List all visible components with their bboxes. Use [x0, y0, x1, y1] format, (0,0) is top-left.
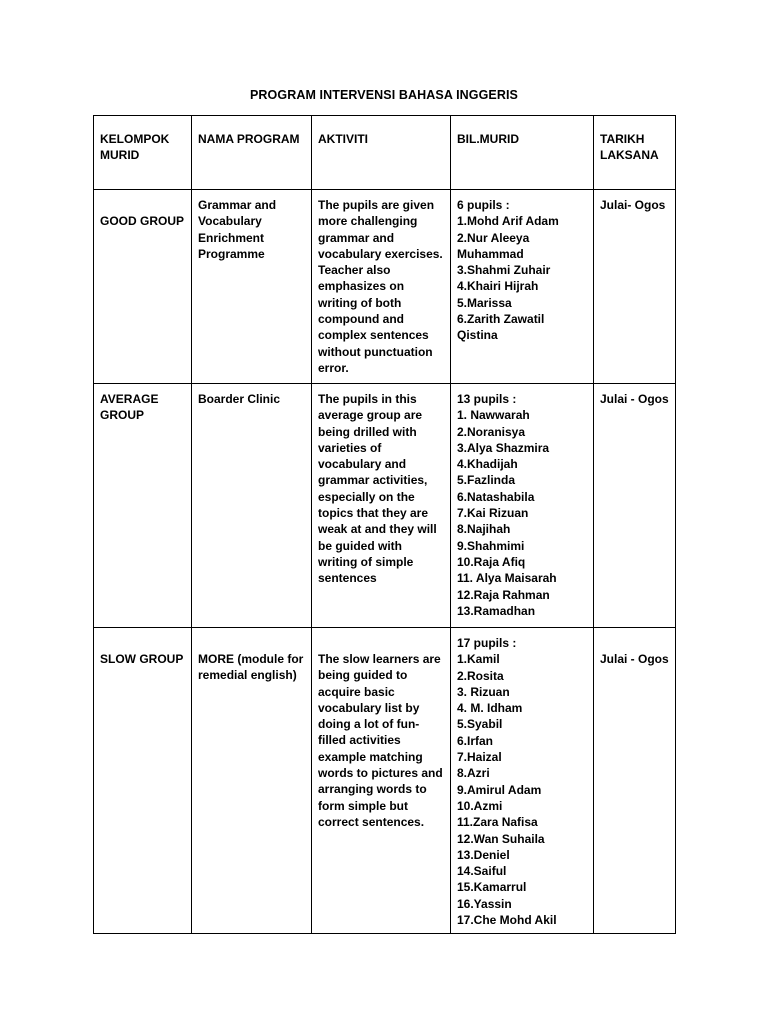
- header-pupils: BIL.MURID: [451, 116, 594, 190]
- list-item: 4.Khadijah: [457, 457, 518, 472]
- list-item: 10.Azmi: [457, 798, 503, 813]
- header-date: TARIKH LAKSANA: [594, 116, 676, 190]
- header-activity: AKTIVITI: [312, 116, 451, 190]
- list-item: 15.Kamarrul: [457, 880, 527, 895]
- date-cell: [594, 628, 676, 934]
- header-program: NAMA PROGRAM: [192, 116, 312, 190]
- group-label: GOOD GROUP: [100, 214, 185, 228]
- group-cell: [94, 190, 192, 384]
- date-cell: Julai - Ogos: [594, 384, 676, 628]
- pupil-count: 17 pupils :: [457, 636, 517, 650]
- list-item: 3.Shahmi Zuhair: [457, 263, 551, 278]
- list-item: 11. Alya Maisarah: [457, 571, 557, 586]
- list-item: 4.Khairi Hijrah: [457, 279, 539, 294]
- list-item: 2.Noranisya: [457, 424, 526, 439]
- page-title: PROGRAM INTERVENSI BAHASA INGGERIS: [249, 88, 518, 102]
- group-cell: [94, 628, 192, 934]
- list-item: 16.Yassin: [457, 896, 512, 911]
- list-item: 7.Kai Rizuan: [457, 506, 529, 521]
- table-header-row: [94, 116, 676, 190]
- header-group: KELOMPOK MURID: [94, 116, 192, 190]
- intervention-table: [93, 115, 676, 934]
- list-item: 14.Saiful: [457, 864, 507, 879]
- pupils-cell: [451, 190, 594, 384]
- list-item: 2.Rosita: [457, 668, 504, 683]
- activity-cell: [312, 628, 451, 934]
- list-item: 5.Fazlinda: [457, 473, 516, 488]
- pupil-list: [457, 651, 587, 928]
- list-item: 13.Ramadhan: [457, 603, 536, 618]
- group-label: SLOW GROUP: [100, 652, 184, 666]
- list-item: 12.Wan Suhaila: [457, 831, 545, 846]
- list-item: 11.Zara Nafisa: [457, 815, 538, 830]
- list-item: 1.Kamil: [457, 652, 500, 667]
- date-cell: Julai- Ogos: [594, 190, 676, 384]
- pupil-list: [457, 407, 587, 619]
- list-item: 8.Najihah: [457, 522, 511, 537]
- list-item: 3.Alya Shazmira: [457, 440, 550, 455]
- list-item: 6.Irfan: [457, 733, 494, 748]
- pupils-cell: [451, 628, 594, 934]
- list-item: 7.Haizal: [457, 750, 502, 765]
- list-item: 8.Azri: [457, 766, 490, 781]
- list-item: 1.Mohd Arif Adam: [457, 214, 559, 229]
- list-item: 4. M. Idham: [457, 701, 523, 716]
- list-item: 2.Nur Aleeya Muhammad: [457, 230, 530, 261]
- program-cell: Grammar and Vocabulary Enrichment Programme: [192, 190, 312, 384]
- list-item: 10.Raja Afiq: [457, 554, 526, 569]
- activity-text: The slow learners are being guided to acquire basic vocabulary list by doing a lot of fun-filled activities example matching words to pictures and arranging words to form simple but correct sentences.: [318, 652, 443, 829]
- list-item: 6.Natashabila: [457, 489, 535, 504]
- group-cell: AVERAGE GROUP: [94, 384, 192, 628]
- pupils-cell: [451, 384, 594, 628]
- list-item: 5.Syabil: [457, 717, 503, 732]
- program-cell: [192, 628, 312, 934]
- list-item: 6.Zarith Zawatil Qistina: [457, 312, 545, 343]
- program-cell: Boarder Clinic: [192, 384, 312, 628]
- list-item: 9.Amirul Adam: [457, 782, 542, 797]
- pupil-list: [457, 213, 587, 343]
- list-item: 13.Deniel: [457, 847, 510, 862]
- list-item: 12.Raja Rahman: [457, 587, 550, 602]
- pupil-count: 13 pupils :: [457, 392, 517, 406]
- list-item: 9.Shahmimi: [457, 538, 525, 553]
- pupil-count: 6 pupils :: [457, 198, 510, 212]
- table-row: [94, 384, 676, 628]
- table-row: [94, 190, 676, 384]
- activity-cell: The pupils are given more challenging grammar and vocabulary exercises. Teacher also emphasizes on writing of both compound and complex sentences without punctuation error.: [312, 190, 451, 384]
- activity-cell: The pupils in this average group are being drilled with varieties of vocabulary and grammar activities, especially on the topics that they are weak at and they will be guided with writing of simple sentences: [312, 384, 451, 628]
- date-label: Julai - Ogos: [600, 652, 669, 666]
- table-row: [94, 628, 676, 934]
- list-item: 1. Nawwarah: [457, 408, 530, 423]
- program-label: MORE (module for remedial english): [198, 652, 304, 683]
- list-item: 17.Che Mohd Akil: [457, 913, 557, 928]
- list-item: 3. Rizuan: [457, 684, 510, 699]
- list-item: 5.Marissa: [457, 295, 512, 310]
